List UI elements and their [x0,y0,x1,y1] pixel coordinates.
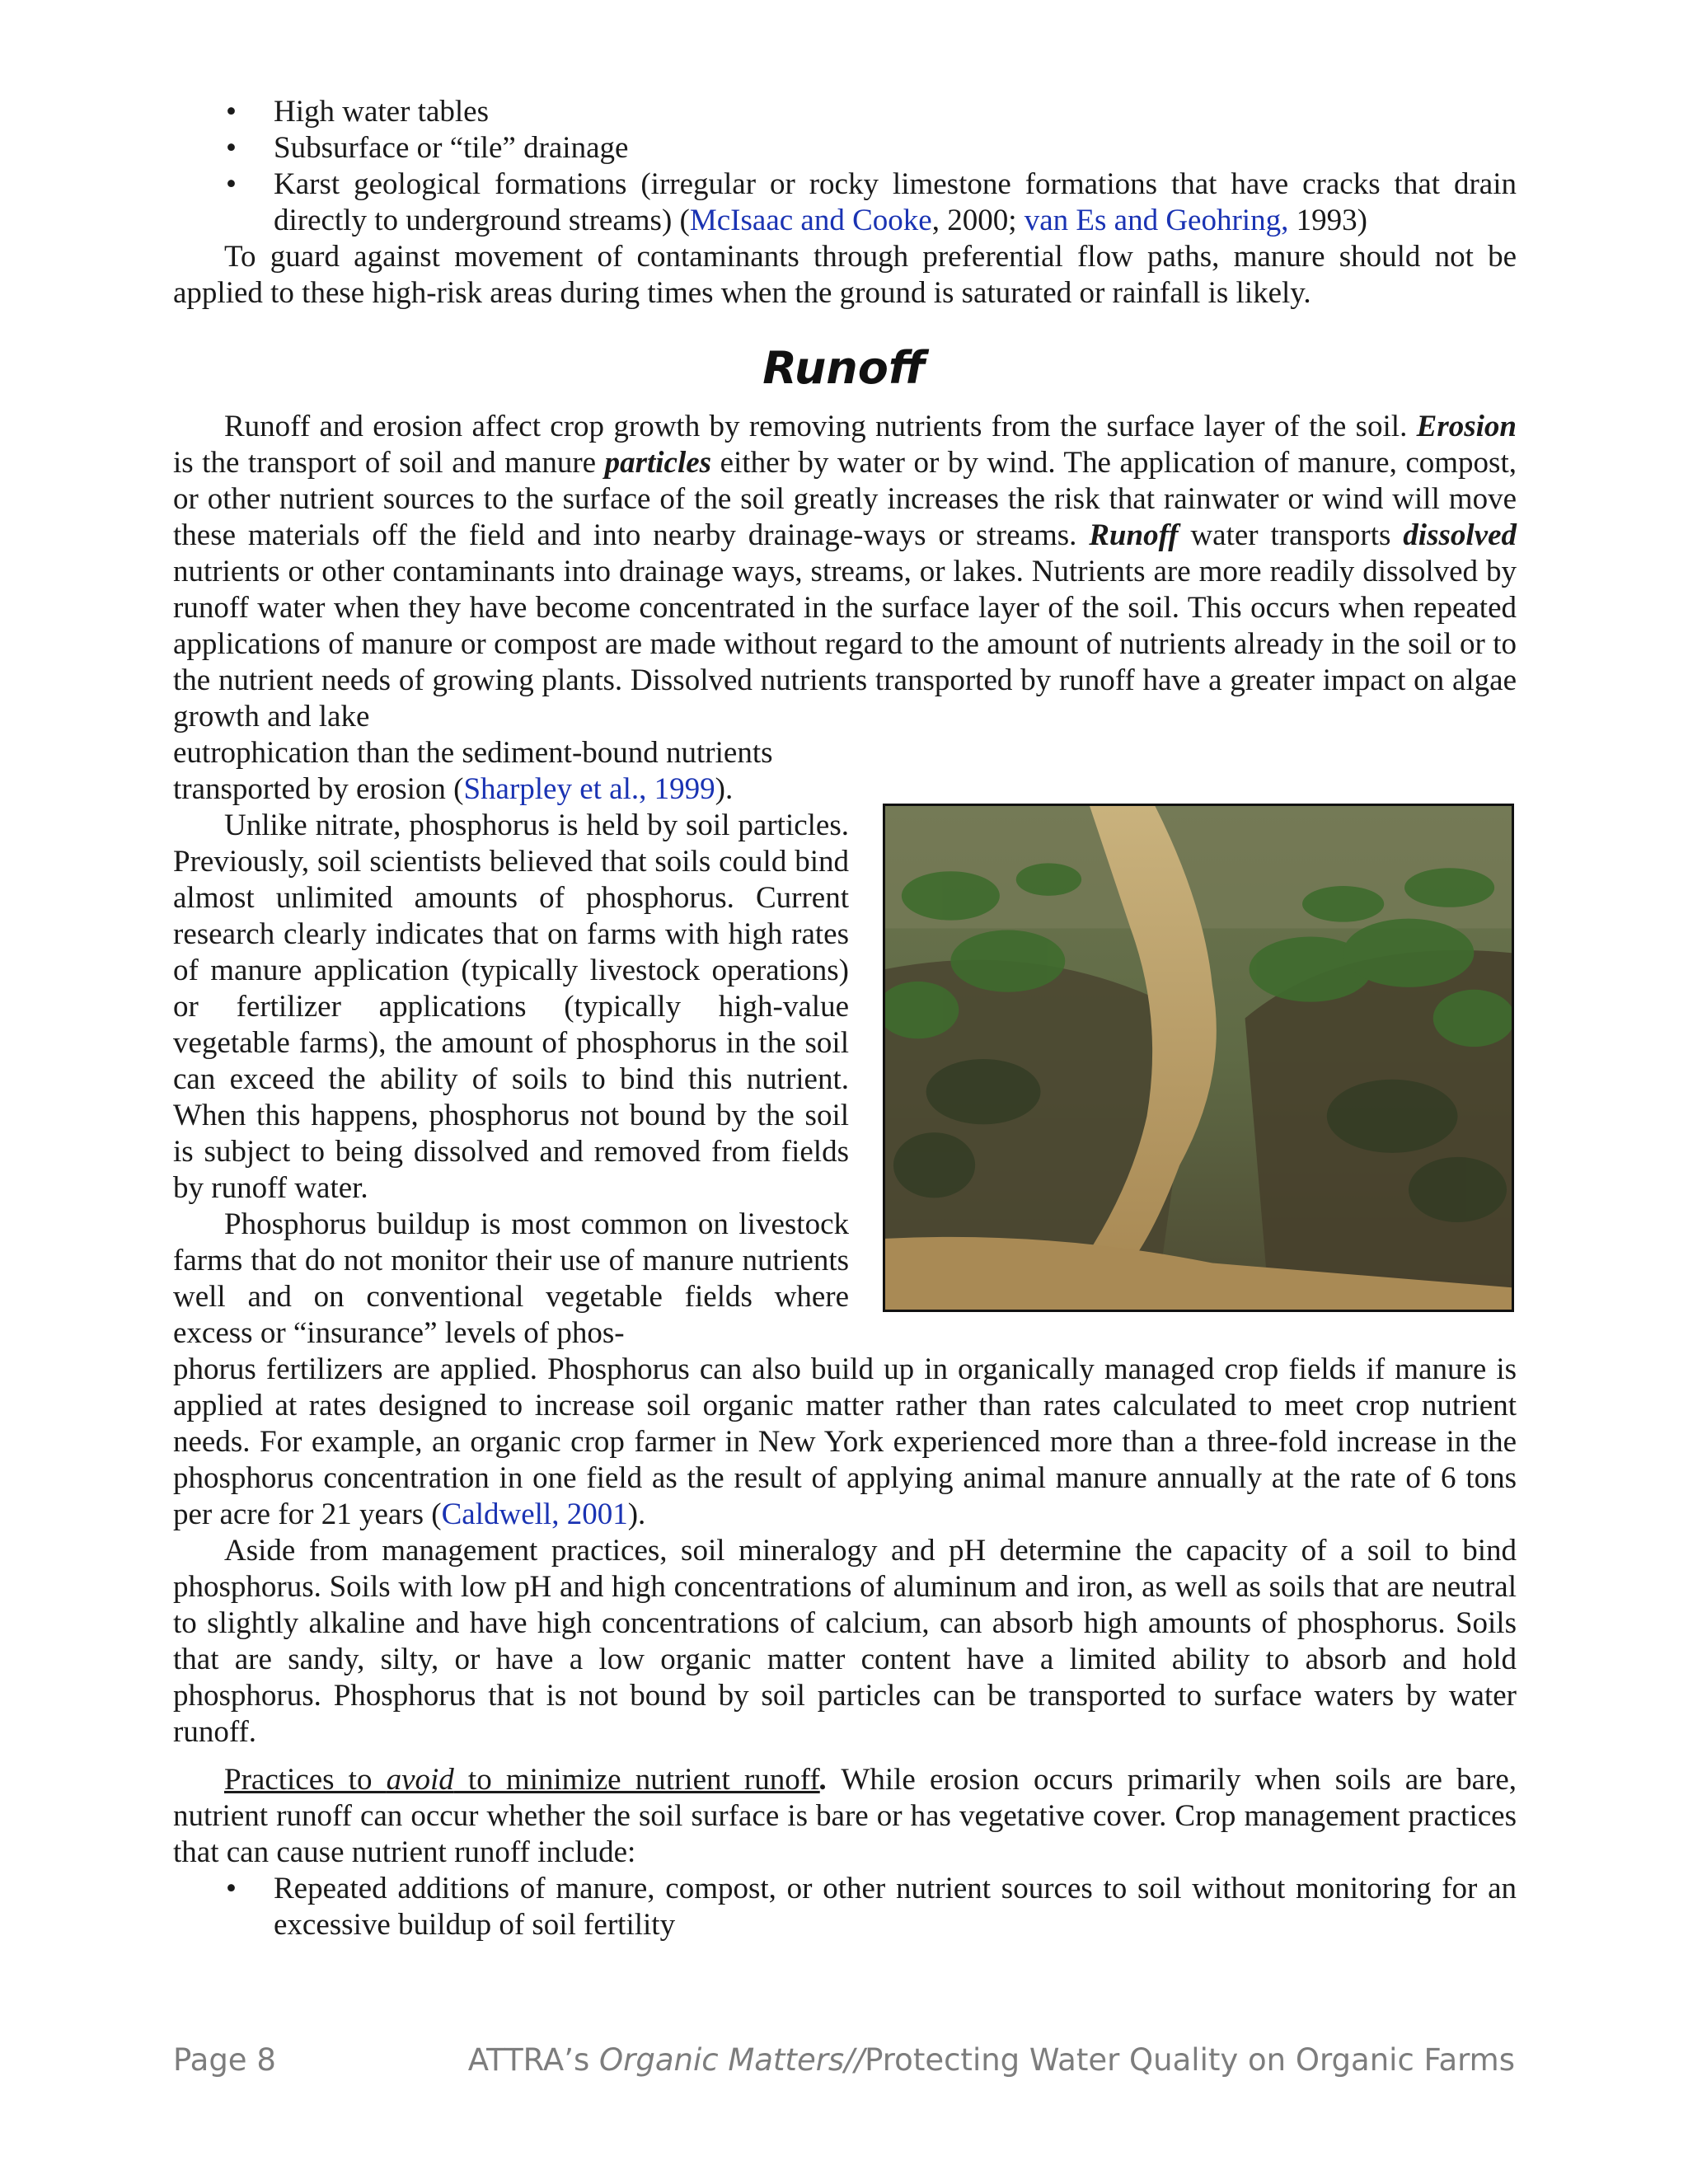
term-particles: particles [604,446,712,480]
bullet-list-top [173,94,1517,239]
underlined-italic-avoid: avoid [386,1763,454,1797]
text-run: is the transport of soil and manure [173,446,605,480]
footer-page-number: Page 8 [173,2042,276,2078]
list-item-text: 1993) [1288,204,1367,237]
text-run: phorus fertilizers are applied. Phosphorus can also build up in organically managed crop fields if manure is applied at rates designed to increase soil organic matter rather than rates calculated to meet crop nutrient needs. For example, an organic crop farmer in New York experienced more than a three-fold increase in the phosphorus concentration in one field as the result of applying animal manure annually at the rate of 6 tons per acre for 21 years ( [173,1352,1517,1531]
text-run: water transports [1178,518,1404,552]
top-bullet-section [173,94,1517,312]
continuation-section [173,1352,1517,1943]
underlined-text: Practices to [224,1763,387,1797]
list-item-text: , 2000; [931,204,1025,237]
list-item-text: Karst geological formations (irregular or rocky limestone formations that have cracks that drain directly to underground streams) ( [274,167,1517,237]
citation-link[interactable]: van Es and Geohring, [1024,204,1289,237]
list-item [173,94,1517,130]
citation-link[interactable]: McIsaac and Cooke [689,204,932,237]
bullet-glyph: • [226,131,237,165]
runoff-section [173,409,1517,735]
list-item [173,1871,1517,1943]
text-run: transported by erosion ( [173,772,464,806]
text-run: Protecting Water Quality on Organic Farms [865,2042,1515,2078]
list-item-text: Repeated additions of manure, compost, or other nutrient sources to soil without monitoring for an excessive buildup of soil fertility [274,1872,1517,1942]
bullet-glyph: • [226,167,237,201]
underlined-text: to minimize nutrient runoff [453,1763,820,1797]
text-run: While erosion occurs primarily when soils are bare, nutrient runoff can occur whether the soil surface is bare or has vegetative cover. Crop management practices that can cause nutrient runoff include: [173,1763,1517,1869]
citation-link[interactable]: Sharpley et al., 1999 [463,772,715,806]
term-runoff: Runoff [1089,518,1179,552]
text-run: nutrients or other contaminants into drainage ways, streams, or lakes. Nutrients are more readily dissolved by runoff water when they have become concentrated in the surface layer of the soil. This occurs when repeated applications of manure or compost are made without regard to the amount of nutrients already in the soil or to the nutrient needs of growing plants. Dissolved nutrients transported by runoff have a greater impact on algae growth and lake [173,555,1517,733]
text-run: either by water or by wind. The application of manure, compost, or other nutrient sources to the surface of the soil greatly increases the risk that rainwater or wind will move these materials off the field and into nearby drainage-ways or streams. [173,446,1517,552]
list-item [173,166,1517,239]
paragraph-runoff [173,409,1517,735]
paragraph-guard: To guard against movement of contaminants through preferential flow paths, manure should not be applied to these high-risk areas during times when the ground is saturated or rainfall is likely. [173,240,1517,310]
footer-publication [468,2040,1515,2081]
list-item [173,130,1517,166]
text-run: Runoff and erosion affect crop growth by removing nutrients from the surface layer of the soil. [224,410,1417,443]
paragraph-practices [173,1762,1517,1871]
wrap-line [173,771,849,808]
text-run: . [819,1763,828,1797]
citation-link[interactable]: Caldwell, 2001 [441,1497,628,1531]
erosion-gully-photo [883,804,1514,1312]
paragraph-buildup: Phosphorus buildup is most common on livestock farms that do not monitor their use of manure nutrients well and on conventional vegetable fields where excess or “insurance” levels of phos- [173,1207,849,1350]
term-erosion: Erosion [1416,410,1517,443]
wrapped-text-column [173,735,849,1352]
bullet-glyph: • [226,95,237,129]
section-heading: Runoff [762,342,926,394]
photo-illustration [885,806,1512,1310]
bullet-glyph: • [226,1872,237,1905]
paragraph-aside: Aside from management practices, soil mineralogy and pH determine the capacity of a soil to bind phosphorus. Soils with low pH and high concentrations of aluminum and iron, as well as soils that are neutral to slightly alkaline and have high concentrations of calcium, can absorb high amounts of phosphorus. Soils that are sandy, silty, or have a low organic matter content have a limited ability to absorb and hold phosphorus. Phosphorus that is not bound by soil particles can be transported to surface waters by water runoff. [173,1534,1517,1749]
term-dissolved: dissolved [1403,518,1517,552]
list-item-text: High water tables [274,95,489,129]
wrap-line: eutrophication than the sediment-bound nutrients [173,736,773,770]
list-item-text: Subsurface or “tile” drainage [274,131,629,165]
publication-title: Organic Matters// [599,2042,865,2078]
paragraph-phosphorus: Unlike nitrate, phosphorus is held by soil particles. Previously, soil scientists believed that soils could bind almost unlimited amounts of phosphorus. Current research clearly indicates that on farms with high rates of manure application (typically livestock operations) or fertilizer applications (typically high-value vegetable farms), the amount of phosphorus in the soil can exceed the ability of soils to bind this nutrient. When this happens, phosphorus not bound by the soil is subject to being dissolved and removed from fields by runoff water. [173,808,849,1205]
bullet-list-bottom [173,1871,1517,1943]
text-run: ATTRA’s [467,2042,599,2078]
text-run: ). [715,772,734,806]
paragraph-continuation [173,1352,1517,1533]
text-run: ). [627,1497,646,1531]
